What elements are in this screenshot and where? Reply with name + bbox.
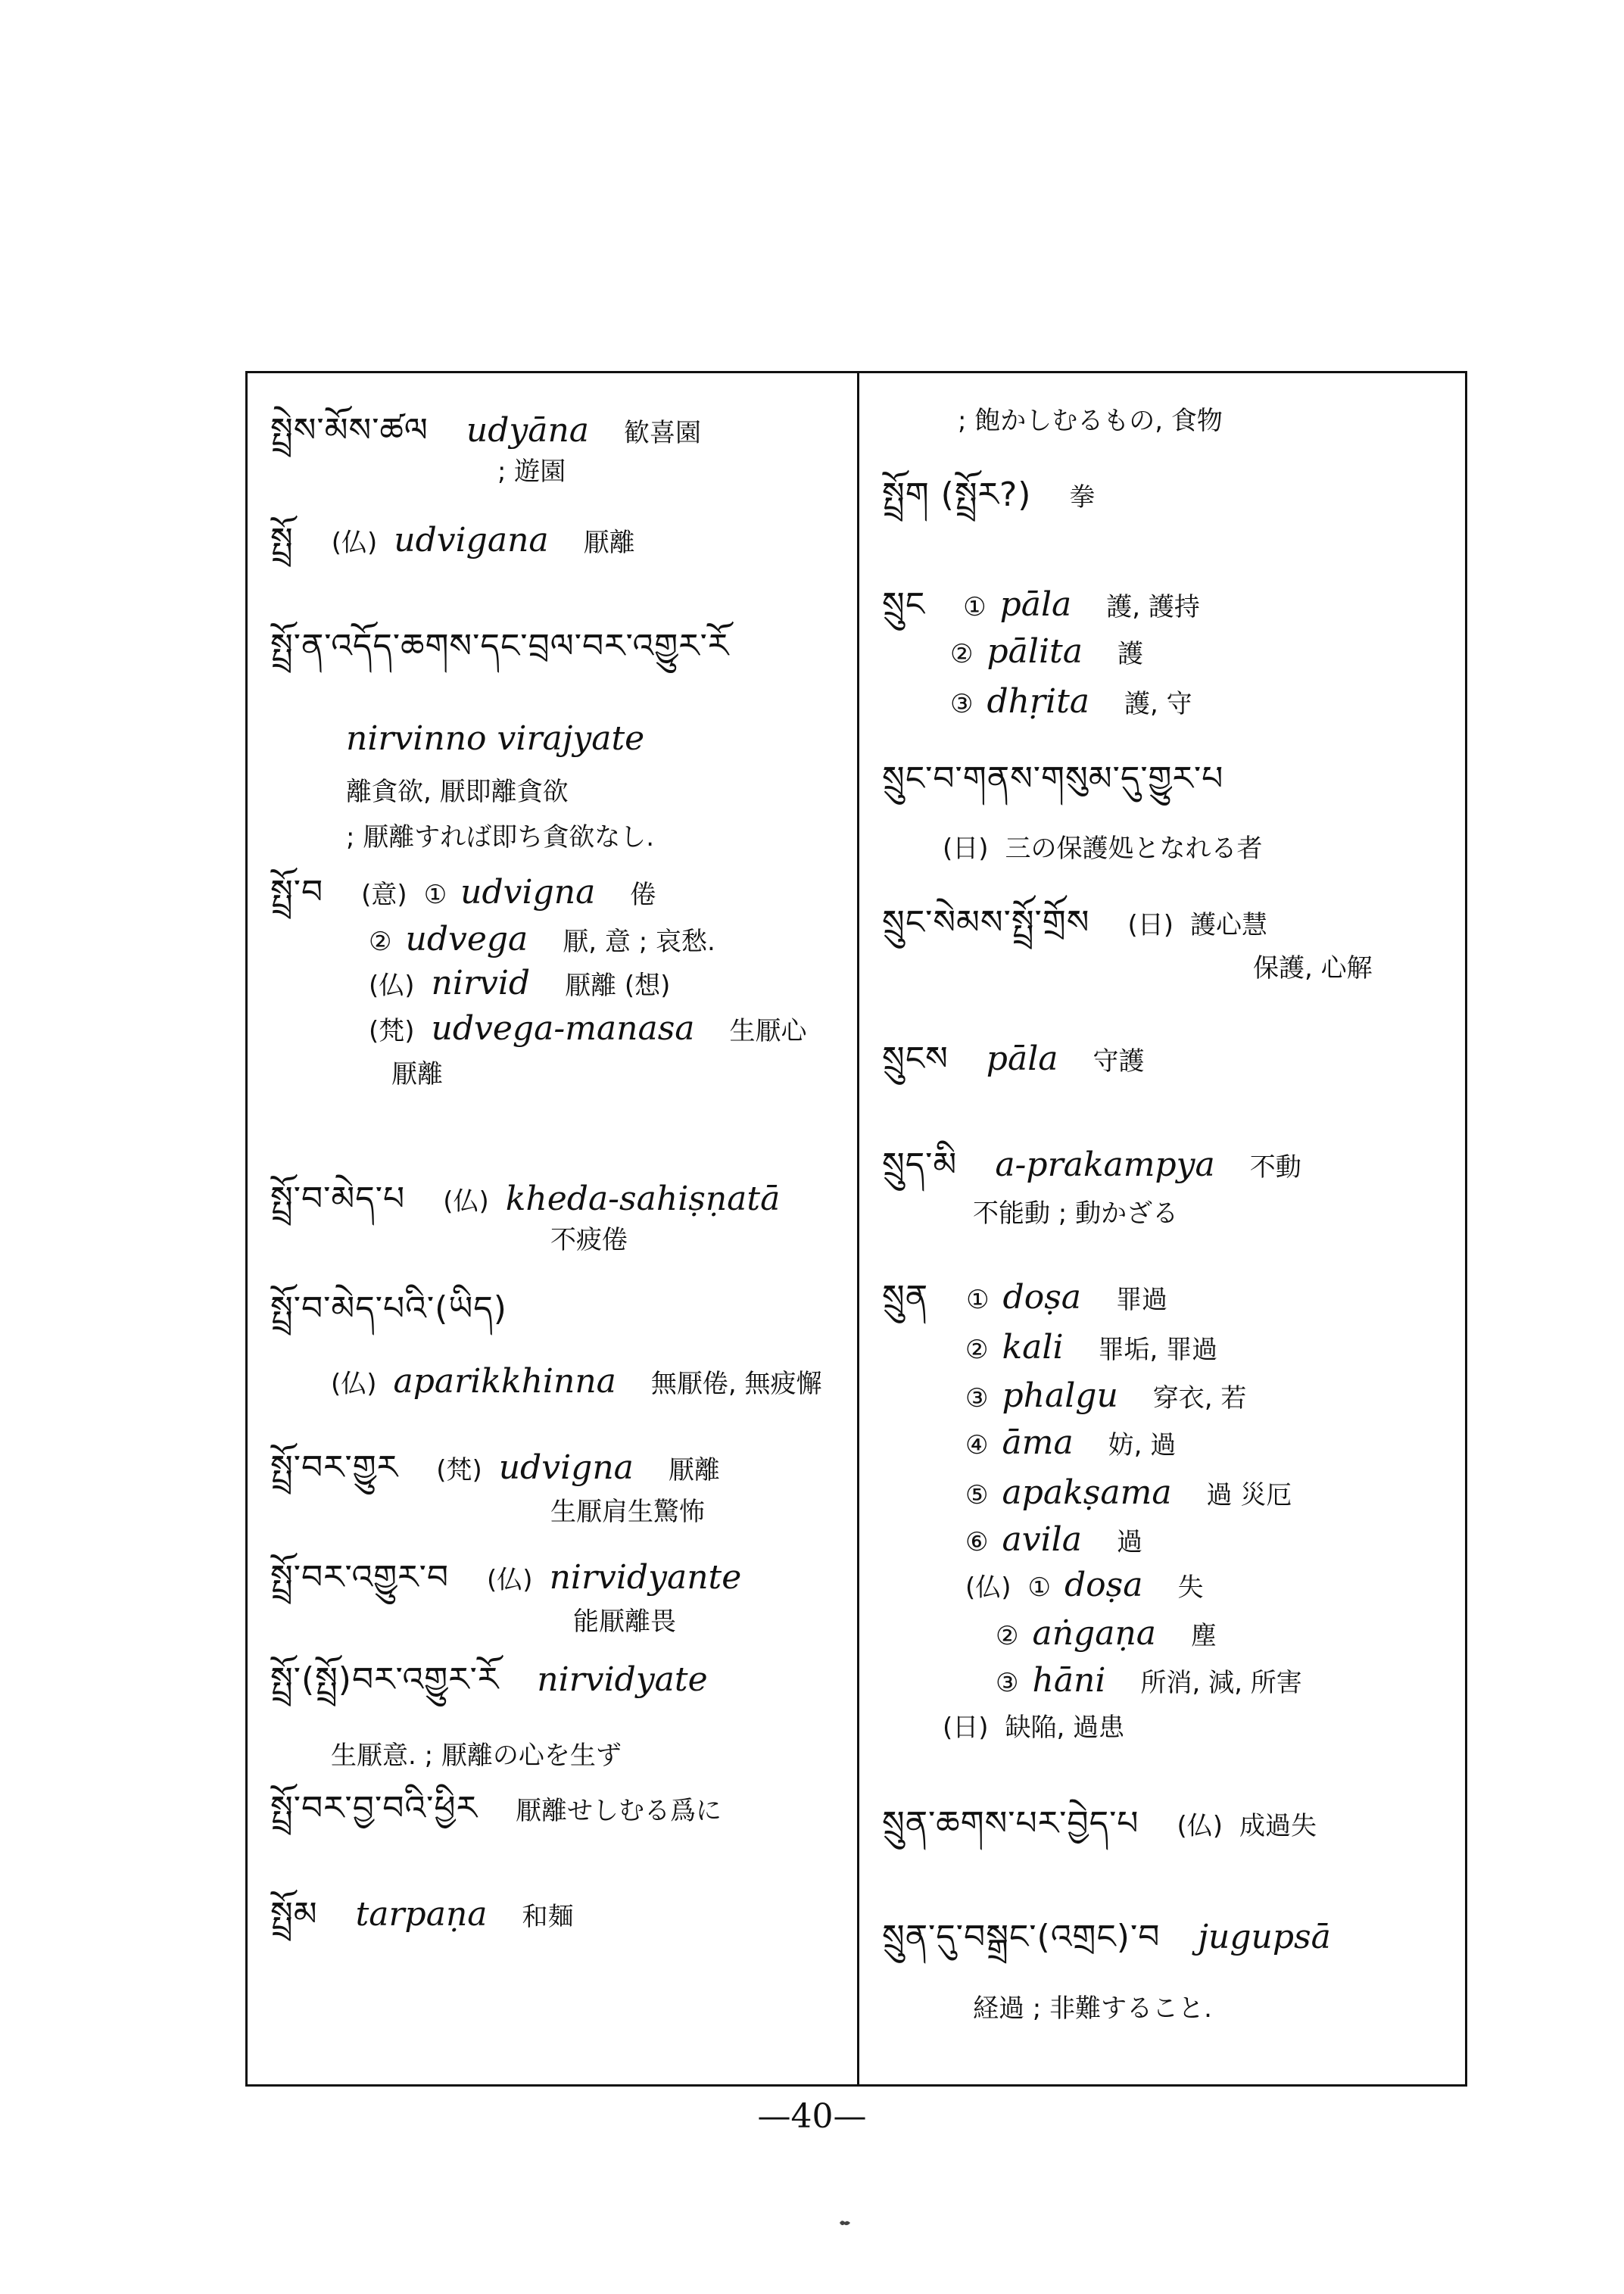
entry-line <box>346 816 674 857</box>
entry-line <box>973 1987 1232 2028</box>
japanese-gloss: ; 飽かしむるもの, 食物 <box>958 406 1223 436</box>
sanskrit-equivalent: doṣa <box>1064 1566 1143 1604</box>
tibetan-headword: སྲུངས <box>882 1039 949 1078</box>
left-column <box>248 373 857 2084</box>
entry-line <box>882 585 1220 627</box>
sanskrit-equivalent: aṅgaṇa <box>1032 1614 1157 1653</box>
sense-number: ① <box>966 1285 990 1315</box>
sanskrit-equivalent: udvigna <box>498 1448 634 1487</box>
tibetan-headword: སྲུང་བ་གནས་གསུམ་དུ་གྱུར་པ <box>882 759 1224 798</box>
entry-line <box>882 475 1114 517</box>
japanese-gloss: 倦 <box>630 880 656 910</box>
sanskrit-equivalent: udyāna <box>466 411 590 450</box>
source-tag: (仏) <box>443 1186 489 1217</box>
entry-line <box>270 1789 741 1831</box>
sanskrit-equivalent: a-prakampya <box>995 1145 1215 1184</box>
japanese-gloss: ; 遊園 <box>497 457 566 487</box>
sanskrit-equivalent: tarpaṇa <box>355 1895 488 1934</box>
entry-line <box>270 411 721 453</box>
japanese-gloss: 罪過 <box>1116 1285 1168 1315</box>
japanese-gloss: 妨, 過 <box>1108 1430 1177 1460</box>
japanese-gloss: 歓喜園 <box>624 418 702 448</box>
sanskrit-equivalent: nirvidyante <box>549 1558 742 1597</box>
source-tag: (日) <box>1127 910 1174 940</box>
entry-line <box>270 1895 594 1937</box>
japanese-gloss: 缺陥, 過患 <box>1005 1713 1125 1743</box>
sanskrit-equivalent: pāla <box>999 585 1072 624</box>
entry-line <box>882 1039 1164 1081</box>
sense-number: ⑤ <box>965 1480 989 1510</box>
sense-number: ③ <box>965 1383 989 1413</box>
sense-number: ③ <box>996 1668 1019 1698</box>
entry-line <box>270 1558 776 1600</box>
tibetan-headword: སྲུན་དུ་བསྒྲང་(འགྲང)་བ <box>882 1918 1161 1956</box>
japanese-gloss: 厭離 <box>668 1455 720 1485</box>
tibetan-headword: སྤྲོ་བ་མེད་པ <box>270 1180 406 1218</box>
sense-number: ② <box>996 1621 1019 1651</box>
japanese-gloss: ; 厭離すれば即ち貪欲なし. <box>346 822 655 852</box>
entry-line <box>369 1009 827 1051</box>
japanese-gloss: 成過失 <box>1239 1811 1317 1841</box>
japanese-gloss: 保護, 心解 <box>1253 953 1373 983</box>
sense-number: ① <box>1027 1572 1052 1603</box>
japanese-gloss: 厭離 <box>583 528 635 558</box>
entry-line <box>270 1660 743 1700</box>
entry-line <box>958 400 1242 441</box>
japanese-gloss: 無厭倦, 無疲懈 <box>650 1369 822 1399</box>
entry-line <box>882 1918 1366 1958</box>
japanese-gloss: 護心慧 <box>1190 910 1268 940</box>
sanskrit-equivalent: kheda-sahiṣṇatā <box>505 1180 781 1218</box>
entry-line <box>497 450 585 491</box>
entry-line <box>950 682 1212 724</box>
entry-line <box>943 828 1283 868</box>
entry-line <box>369 964 690 1005</box>
sanskrit-equivalent: phalgu <box>1002 1376 1118 1415</box>
sanskrit-equivalent: nirvid <box>431 964 531 1002</box>
sense-number: ⑥ <box>965 1527 989 1557</box>
entry-line <box>331 1735 641 1775</box>
sanskrit-equivalent: udvigna <box>460 873 596 912</box>
japanese-gloss: 離貪欲, 厭即離貪欲 <box>346 777 569 807</box>
japanese-gloss: 不疲倦 <box>550 1225 628 1255</box>
japanese-gloss: 塵 <box>1191 1621 1217 1651</box>
entry-line <box>391 1053 463 1094</box>
entry-line <box>550 1219 647 1260</box>
entry-line <box>369 920 735 962</box>
sanskrit-equivalent: pālita <box>987 632 1083 671</box>
entry-line <box>1253 947 1392 988</box>
entry-line <box>882 1804 1336 1846</box>
entry-line <box>270 1289 545 1329</box>
source-tag: (日) <box>943 834 989 864</box>
source-tag: (日) <box>943 1713 989 1743</box>
entry-line <box>346 719 679 759</box>
sense-number: ③ <box>950 689 974 719</box>
japanese-gloss: 能厭離畏 <box>573 1607 676 1637</box>
entry-line <box>996 1661 1322 1703</box>
japanese-gloss: 過 災厄 <box>1206 1480 1292 1510</box>
entry-line <box>331 1362 842 1404</box>
japanese-gloss: 不能動 ; 動かざる <box>973 1198 1179 1229</box>
source-tag: (仏) <box>1177 1811 1223 1841</box>
sanskrit-equivalent: dhṛita <box>987 682 1090 721</box>
japanese-gloss: 生厭肩生驚怖 <box>550 1497 705 1527</box>
japanese-gloss: 失 <box>1177 1572 1204 1603</box>
entry-line <box>270 1180 815 1221</box>
sanskrit-equivalent: kali <box>1002 1328 1064 1367</box>
entry-line <box>882 759 1261 799</box>
entry-line <box>996 1614 1236 1656</box>
source-tag: (梵) <box>436 1455 482 1485</box>
tibetan-headword: སྲུད་མི <box>882 1145 958 1184</box>
tibetan-headword: སྤྲོ་བར་གྱུར <box>270 1448 399 1487</box>
entry-line <box>965 1473 1311 1515</box>
sanskrit-equivalent: apakṣama <box>1002 1473 1172 1512</box>
entry-line <box>973 1192 1198 1233</box>
source-tag: (梵) <box>369 1016 415 1046</box>
entry-line <box>270 1448 740 1490</box>
japanese-gloss: 経過 ; 非難すること. <box>973 1993 1212 2024</box>
source-tag: (仏) <box>369 971 415 1001</box>
tibetan-headword: སྤྲོ་(སྤྲོ)བར་འགྱུར་རོ <box>270 1660 500 1699</box>
japanese-gloss: 三の保護処となれる者 <box>1005 834 1263 864</box>
sanskrit-equivalent: hāni <box>1032 1661 1106 1700</box>
entry-line <box>573 1601 696 1641</box>
entry-line <box>270 627 767 667</box>
sanskrit-equivalent: nirvinno virajyate <box>346 719 645 758</box>
japanese-gloss: 生厭心 <box>729 1016 807 1046</box>
japanese-gloss: 所消, 減, 所害 <box>1140 1668 1302 1698</box>
entry-line <box>882 1278 1187 1320</box>
japanese-gloss: 罪垢, 罪過 <box>1098 1335 1218 1365</box>
sanskrit-equivalent: udvega <box>405 920 528 958</box>
tibetan-headword: སྤྲོ་བ <box>270 873 324 912</box>
japanese-gloss: 守護 <box>1093 1046 1145 1077</box>
tibetan-headword: སྤྲོ་བ་མེད་པའི་(ཡིད) <box>270 1289 507 1328</box>
source-tag: (仏) <box>331 528 378 558</box>
entry-line <box>882 1145 1321 1187</box>
sense-number: ② <box>950 639 974 669</box>
entry-line <box>270 521 655 563</box>
tibetan-headword: སྤྲོམ <box>270 1895 318 1934</box>
japanese-gloss: 厭離 (想) <box>565 971 671 1001</box>
tibetan-headword: སྤྲོ་བར་འགྱུར་བ <box>270 1558 450 1597</box>
entry-line <box>965 1520 1162 1562</box>
source-tag: (意) <box>361 880 407 910</box>
sense-number: ② <box>369 927 392 957</box>
entry-line <box>965 1566 1223 1607</box>
source-tag: (仏) <box>331 1369 377 1399</box>
tibetan-headword: སྤྲོག (སྤྲོར?) <box>882 475 1032 514</box>
dictionary-frame <box>245 371 1467 2087</box>
sanskrit-equivalent: avila <box>1002 1520 1082 1559</box>
source-tag: (仏) <box>965 1572 1011 1603</box>
sanskrit-equivalent: nirvidyate <box>537 1660 708 1699</box>
page-number: —40— <box>757 2097 867 2136</box>
source-tag: (仏) <box>487 1565 533 1595</box>
entry-line <box>950 632 1163 674</box>
japanese-gloss: 過 <box>1116 1527 1142 1557</box>
japanese-gloss: 厭離せしむる爲に <box>516 1796 722 1826</box>
sanskrit-equivalent: pāla <box>986 1039 1058 1078</box>
japanese-gloss: 厭離 <box>391 1059 443 1089</box>
japanese-gloss: 和麺 <box>522 1902 574 1932</box>
japanese-gloss: 生厭意. ; 厭離の心を生ず <box>331 1741 622 1771</box>
sanskrit-equivalent: aparikkhinna <box>393 1362 616 1401</box>
tibetan-headword: སྲུན <box>882 1278 929 1317</box>
entry-line <box>965 1423 1195 1465</box>
japanese-gloss: 拳 <box>1069 482 1096 513</box>
sanskrit-equivalent: doṣa <box>1002 1278 1082 1317</box>
entry-line <box>882 903 1287 945</box>
entry-line <box>943 1706 1144 1747</box>
tibetan-headword: སྤྲོ་ན་འདོད་ཆགས་དང་བྲལ་བར་འགྱུར་རོ <box>270 627 730 665</box>
tibetan-headword: སྤྲོ <box>270 521 294 559</box>
sense-number: ④ <box>965 1430 989 1460</box>
japanese-gloss: 護, 守 <box>1124 689 1192 719</box>
entry-line <box>346 771 588 812</box>
entry-line <box>965 1328 1237 1370</box>
japanese-gloss: 穿衣, 若 <box>1152 1383 1247 1413</box>
japanese-gloss: 不動 <box>1249 1152 1301 1183</box>
sense-number: ② <box>965 1335 989 1365</box>
right-column <box>859 373 1465 2084</box>
sense-number: ① <box>963 592 987 622</box>
tibetan-headword: སྤྲོ་བར་བྱ་བའི་ཕྱིར <box>270 1789 478 1828</box>
tibetan-headword: སྲུང་སེམས་སྤྲོ་གྲོས <box>882 903 1090 942</box>
japanese-gloss: 護 <box>1117 639 1143 669</box>
japanese-gloss: 厭, 意 ; 哀愁. <box>563 927 715 957</box>
tibetan-headword: སྲུན་ཆགས་པར་བྱེད་པ <box>882 1804 1139 1843</box>
entry-line <box>270 873 675 915</box>
tibetan-headword: སྲུང <box>882 585 926 624</box>
scan-speck <box>839 2218 851 2227</box>
sanskrit-equivalent: udvigana <box>394 521 549 559</box>
sanskrit-equivalent: udvega-manasa <box>431 1009 695 1048</box>
sense-number: ① <box>423 880 447 910</box>
entry-line <box>965 1376 1266 1418</box>
japanese-gloss: 護, 護持 <box>1106 592 1200 622</box>
tibetan-headword: སྤྲེས་མོས་ཚལ <box>270 411 429 450</box>
entry-line <box>550 1491 725 1532</box>
sanskrit-equivalent: āma <box>1002 1423 1074 1462</box>
sanskrit-equivalent: jugupsā <box>1198 1918 1331 1956</box>
